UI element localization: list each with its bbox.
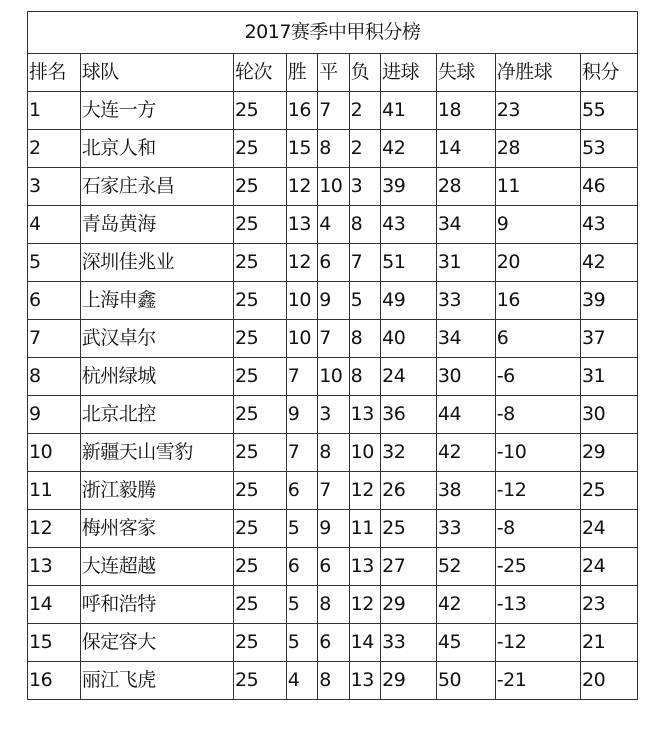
cell-goal-difference: -13 — [495, 586, 580, 624]
cell-rounds: 25 — [233, 662, 286, 700]
cell-draws: 8 — [318, 130, 349, 168]
cell-points: 24 — [580, 548, 637, 586]
cell-goals-against: 33 — [436, 282, 495, 320]
table-row — [28, 548, 638, 586]
cell-points: 37 — [580, 320, 637, 358]
cell-goal-difference: -10 — [495, 434, 580, 472]
cell-goals-for: 33 — [381, 624, 437, 662]
cell-team: 北京北控 — [80, 396, 233, 434]
cell-rounds: 25 — [233, 206, 286, 244]
table-title: 2017赛季中甲积分榜 — [28, 12, 638, 54]
cell-draws: 6 — [318, 624, 349, 662]
cell-rank: 4 — [28, 206, 81, 244]
cell-goals-for: 41 — [381, 92, 437, 130]
cell-rounds: 25 — [233, 586, 286, 624]
cell-goal-difference: -12 — [495, 472, 580, 510]
cell-goals-for: 29 — [381, 586, 437, 624]
cell-points: 24 — [580, 510, 637, 548]
cell-rounds: 25 — [233, 168, 286, 206]
cell-wins: 12 — [286, 168, 317, 206]
cell-goal-difference: -6 — [495, 358, 580, 396]
cell-losses: 2 — [349, 130, 380, 168]
header-points: 积分 — [580, 54, 637, 92]
cell-draws: 8 — [318, 662, 349, 700]
cell-wins: 7 — [286, 358, 317, 396]
cell-losses: 5 — [349, 282, 380, 320]
cell-draws: 10 — [318, 168, 349, 206]
cell-team: 保定容大 — [80, 624, 233, 662]
cell-team: 丽江飞虎 — [80, 662, 233, 700]
cell-wins: 15 — [286, 130, 317, 168]
cell-rank: 14 — [28, 586, 81, 624]
cell-team: 青岛黄海 — [80, 206, 233, 244]
cell-rounds: 25 — [233, 396, 286, 434]
cell-goal-difference: 11 — [495, 168, 580, 206]
table-row — [28, 358, 638, 396]
cell-draws: 8 — [318, 434, 349, 472]
table-row — [28, 662, 638, 700]
cell-rank: 13 — [28, 548, 81, 586]
cell-losses: 13 — [349, 396, 380, 434]
cell-goals-for: 32 — [381, 434, 437, 472]
cell-losses: 14 — [349, 624, 380, 662]
cell-goals-against: 34 — [436, 206, 495, 244]
table-row — [28, 624, 638, 662]
cell-goal-difference: -8 — [495, 510, 580, 548]
cell-team: 上海申鑫 — [80, 282, 233, 320]
cell-goals-against: 52 — [436, 548, 495, 586]
cell-goal-difference: 9 — [495, 206, 580, 244]
cell-rank: 2 — [28, 130, 81, 168]
cell-goals-against: 30 — [436, 358, 495, 396]
cell-draws: 6 — [318, 244, 349, 282]
cell-goals-for: 42 — [381, 130, 437, 168]
cell-goals-for: 39 — [381, 168, 437, 206]
table-row — [28, 92, 638, 130]
cell-team: 石家庄永昌 — [80, 168, 233, 206]
cell-losses: 3 — [349, 168, 380, 206]
cell-rank: 1 — [28, 92, 81, 130]
cell-goals-for: 43 — [381, 206, 437, 244]
cell-rounds: 25 — [233, 548, 286, 586]
cell-rank: 11 — [28, 472, 81, 510]
cell-goal-difference: -21 — [495, 662, 580, 700]
cell-rank: 6 — [28, 282, 81, 320]
cell-wins: 9 — [286, 396, 317, 434]
cell-points: 29 — [580, 434, 637, 472]
table-row — [28, 434, 638, 472]
cell-goals-for: 27 — [381, 548, 437, 586]
cell-draws: 7 — [318, 320, 349, 358]
cell-wins: 5 — [286, 586, 317, 624]
standings-table — [27, 11, 638, 700]
cell-team: 大连超越 — [80, 548, 233, 586]
cell-goal-difference: -12 — [495, 624, 580, 662]
cell-team: 梅州客家 — [80, 510, 233, 548]
table-body — [28, 92, 638, 700]
cell-wins: 6 — [286, 548, 317, 586]
header-row — [28, 54, 638, 92]
cell-wins: 13 — [286, 206, 317, 244]
cell-goals-against: 42 — [436, 586, 495, 624]
cell-rank: 3 — [28, 168, 81, 206]
cell-goals-for: 40 — [381, 320, 437, 358]
header-draws: 平 — [318, 54, 349, 92]
table-row — [28, 130, 638, 168]
cell-goals-for: 49 — [381, 282, 437, 320]
cell-rounds: 25 — [233, 434, 286, 472]
cell-goals-for: 24 — [381, 358, 437, 396]
cell-rounds: 25 — [233, 624, 286, 662]
standings-table-wrapper — [27, 11, 638, 700]
cell-wins: 10 — [286, 320, 317, 358]
cell-goal-difference: 16 — [495, 282, 580, 320]
cell-losses: 11 — [349, 510, 380, 548]
header-losses: 负 — [349, 54, 380, 92]
table-row — [28, 244, 638, 282]
cell-wins: 6 — [286, 472, 317, 510]
cell-goals-against: 18 — [436, 92, 495, 130]
cell-goals-for: 26 — [381, 472, 437, 510]
table-row — [28, 396, 638, 434]
cell-rounds: 25 — [233, 358, 286, 396]
cell-goals-for: 36 — [381, 396, 437, 434]
cell-rank: 7 — [28, 320, 81, 358]
cell-goals-against: 42 — [436, 434, 495, 472]
cell-points: 21 — [580, 624, 637, 662]
cell-draws: 9 — [318, 510, 349, 548]
cell-points: 43 — [580, 206, 637, 244]
cell-rank: 9 — [28, 396, 81, 434]
cell-rank: 5 — [28, 244, 81, 282]
cell-points: 23 — [580, 586, 637, 624]
cell-goals-against: 45 — [436, 624, 495, 662]
cell-rank: 16 — [28, 662, 81, 700]
cell-team: 新疆天山雪豹 — [80, 434, 233, 472]
cell-draws: 7 — [318, 472, 349, 510]
cell-team: 浙江毅腾 — [80, 472, 233, 510]
cell-rank: 10 — [28, 434, 81, 472]
cell-draws: 7 — [318, 92, 349, 130]
cell-losses: 13 — [349, 662, 380, 700]
table-row — [28, 206, 638, 244]
cell-goals-against: 38 — [436, 472, 495, 510]
cell-wins: 5 — [286, 510, 317, 548]
cell-goals-against: 31 — [436, 244, 495, 282]
cell-rank: 15 — [28, 624, 81, 662]
cell-rank: 12 — [28, 510, 81, 548]
table-row — [28, 586, 638, 624]
cell-points: 42 — [580, 244, 637, 282]
cell-rounds: 25 — [233, 320, 286, 358]
cell-rounds: 25 — [233, 472, 286, 510]
cell-team: 武汉卓尔 — [80, 320, 233, 358]
cell-draws: 4 — [318, 206, 349, 244]
header-goals-for: 进球 — [381, 54, 437, 92]
cell-goal-difference: 6 — [495, 320, 580, 358]
cell-goals-against: 34 — [436, 320, 495, 358]
cell-goal-difference: -25 — [495, 548, 580, 586]
header-rank: 排名 — [28, 54, 81, 92]
cell-team: 深圳佳兆业 — [80, 244, 233, 282]
cell-losses: 12 — [349, 586, 380, 624]
cell-draws: 6 — [318, 548, 349, 586]
cell-losses: 8 — [349, 358, 380, 396]
table-row — [28, 168, 638, 206]
table-head — [28, 12, 638, 92]
cell-goal-difference: -8 — [495, 396, 580, 434]
cell-rank: 8 — [28, 358, 81, 396]
cell-losses: 13 — [349, 548, 380, 586]
cell-points: 39 — [580, 282, 637, 320]
cell-draws: 3 — [318, 396, 349, 434]
cell-rounds: 25 — [233, 510, 286, 548]
cell-team: 杭州绿城 — [80, 358, 233, 396]
cell-wins: 4 — [286, 662, 317, 700]
cell-points: 53 — [580, 130, 637, 168]
cell-draws: 8 — [318, 586, 349, 624]
cell-goals-for: 51 — [381, 244, 437, 282]
cell-wins: 12 — [286, 244, 317, 282]
cell-losses: 10 — [349, 434, 380, 472]
cell-losses: 7 — [349, 244, 380, 282]
cell-points: 46 — [580, 168, 637, 206]
cell-goal-difference: 23 — [495, 92, 580, 130]
cell-goals-against: 28 — [436, 168, 495, 206]
cell-team: 北京人和 — [80, 130, 233, 168]
cell-losses: 8 — [349, 320, 380, 358]
cell-goals-for: 25 — [381, 510, 437, 548]
cell-goals-against: 33 — [436, 510, 495, 548]
cell-points: 55 — [580, 92, 637, 130]
cell-goal-difference: 28 — [495, 130, 580, 168]
cell-draws: 9 — [318, 282, 349, 320]
table-row — [28, 320, 638, 358]
cell-team: 大连一方 — [80, 92, 233, 130]
cell-losses: 8 — [349, 206, 380, 244]
header-team: 球队 — [80, 54, 233, 92]
cell-goals-against: 44 — [436, 396, 495, 434]
cell-points: 30 — [580, 396, 637, 434]
cell-rounds: 25 — [233, 244, 286, 282]
cell-goals-against: 50 — [436, 662, 495, 700]
cell-losses: 12 — [349, 472, 380, 510]
cell-wins: 16 — [286, 92, 317, 130]
title-row — [28, 12, 638, 54]
cell-draws: 10 — [318, 358, 349, 396]
cell-wins: 5 — [286, 624, 317, 662]
header-wins: 胜 — [286, 54, 317, 92]
table-row — [28, 472, 638, 510]
cell-rounds: 25 — [233, 282, 286, 320]
cell-points: 31 — [580, 358, 637, 396]
header-rounds: 轮次 — [233, 54, 286, 92]
table-row — [28, 282, 638, 320]
cell-goals-against: 14 — [436, 130, 495, 168]
cell-goal-difference: 20 — [495, 244, 580, 282]
cell-goals-for: 29 — [381, 662, 437, 700]
header-goal-difference: 净胜球 — [495, 54, 580, 92]
cell-losses: 2 — [349, 92, 380, 130]
cell-points: 25 — [580, 472, 637, 510]
cell-points: 20 — [580, 662, 637, 700]
cell-team: 呼和浩特 — [80, 586, 233, 624]
cell-wins: 7 — [286, 434, 317, 472]
cell-wins: 10 — [286, 282, 317, 320]
header-goals-against: 失球 — [436, 54, 495, 92]
table-row — [28, 510, 638, 548]
cell-rounds: 25 — [233, 92, 286, 130]
cell-rounds: 25 — [233, 130, 286, 168]
